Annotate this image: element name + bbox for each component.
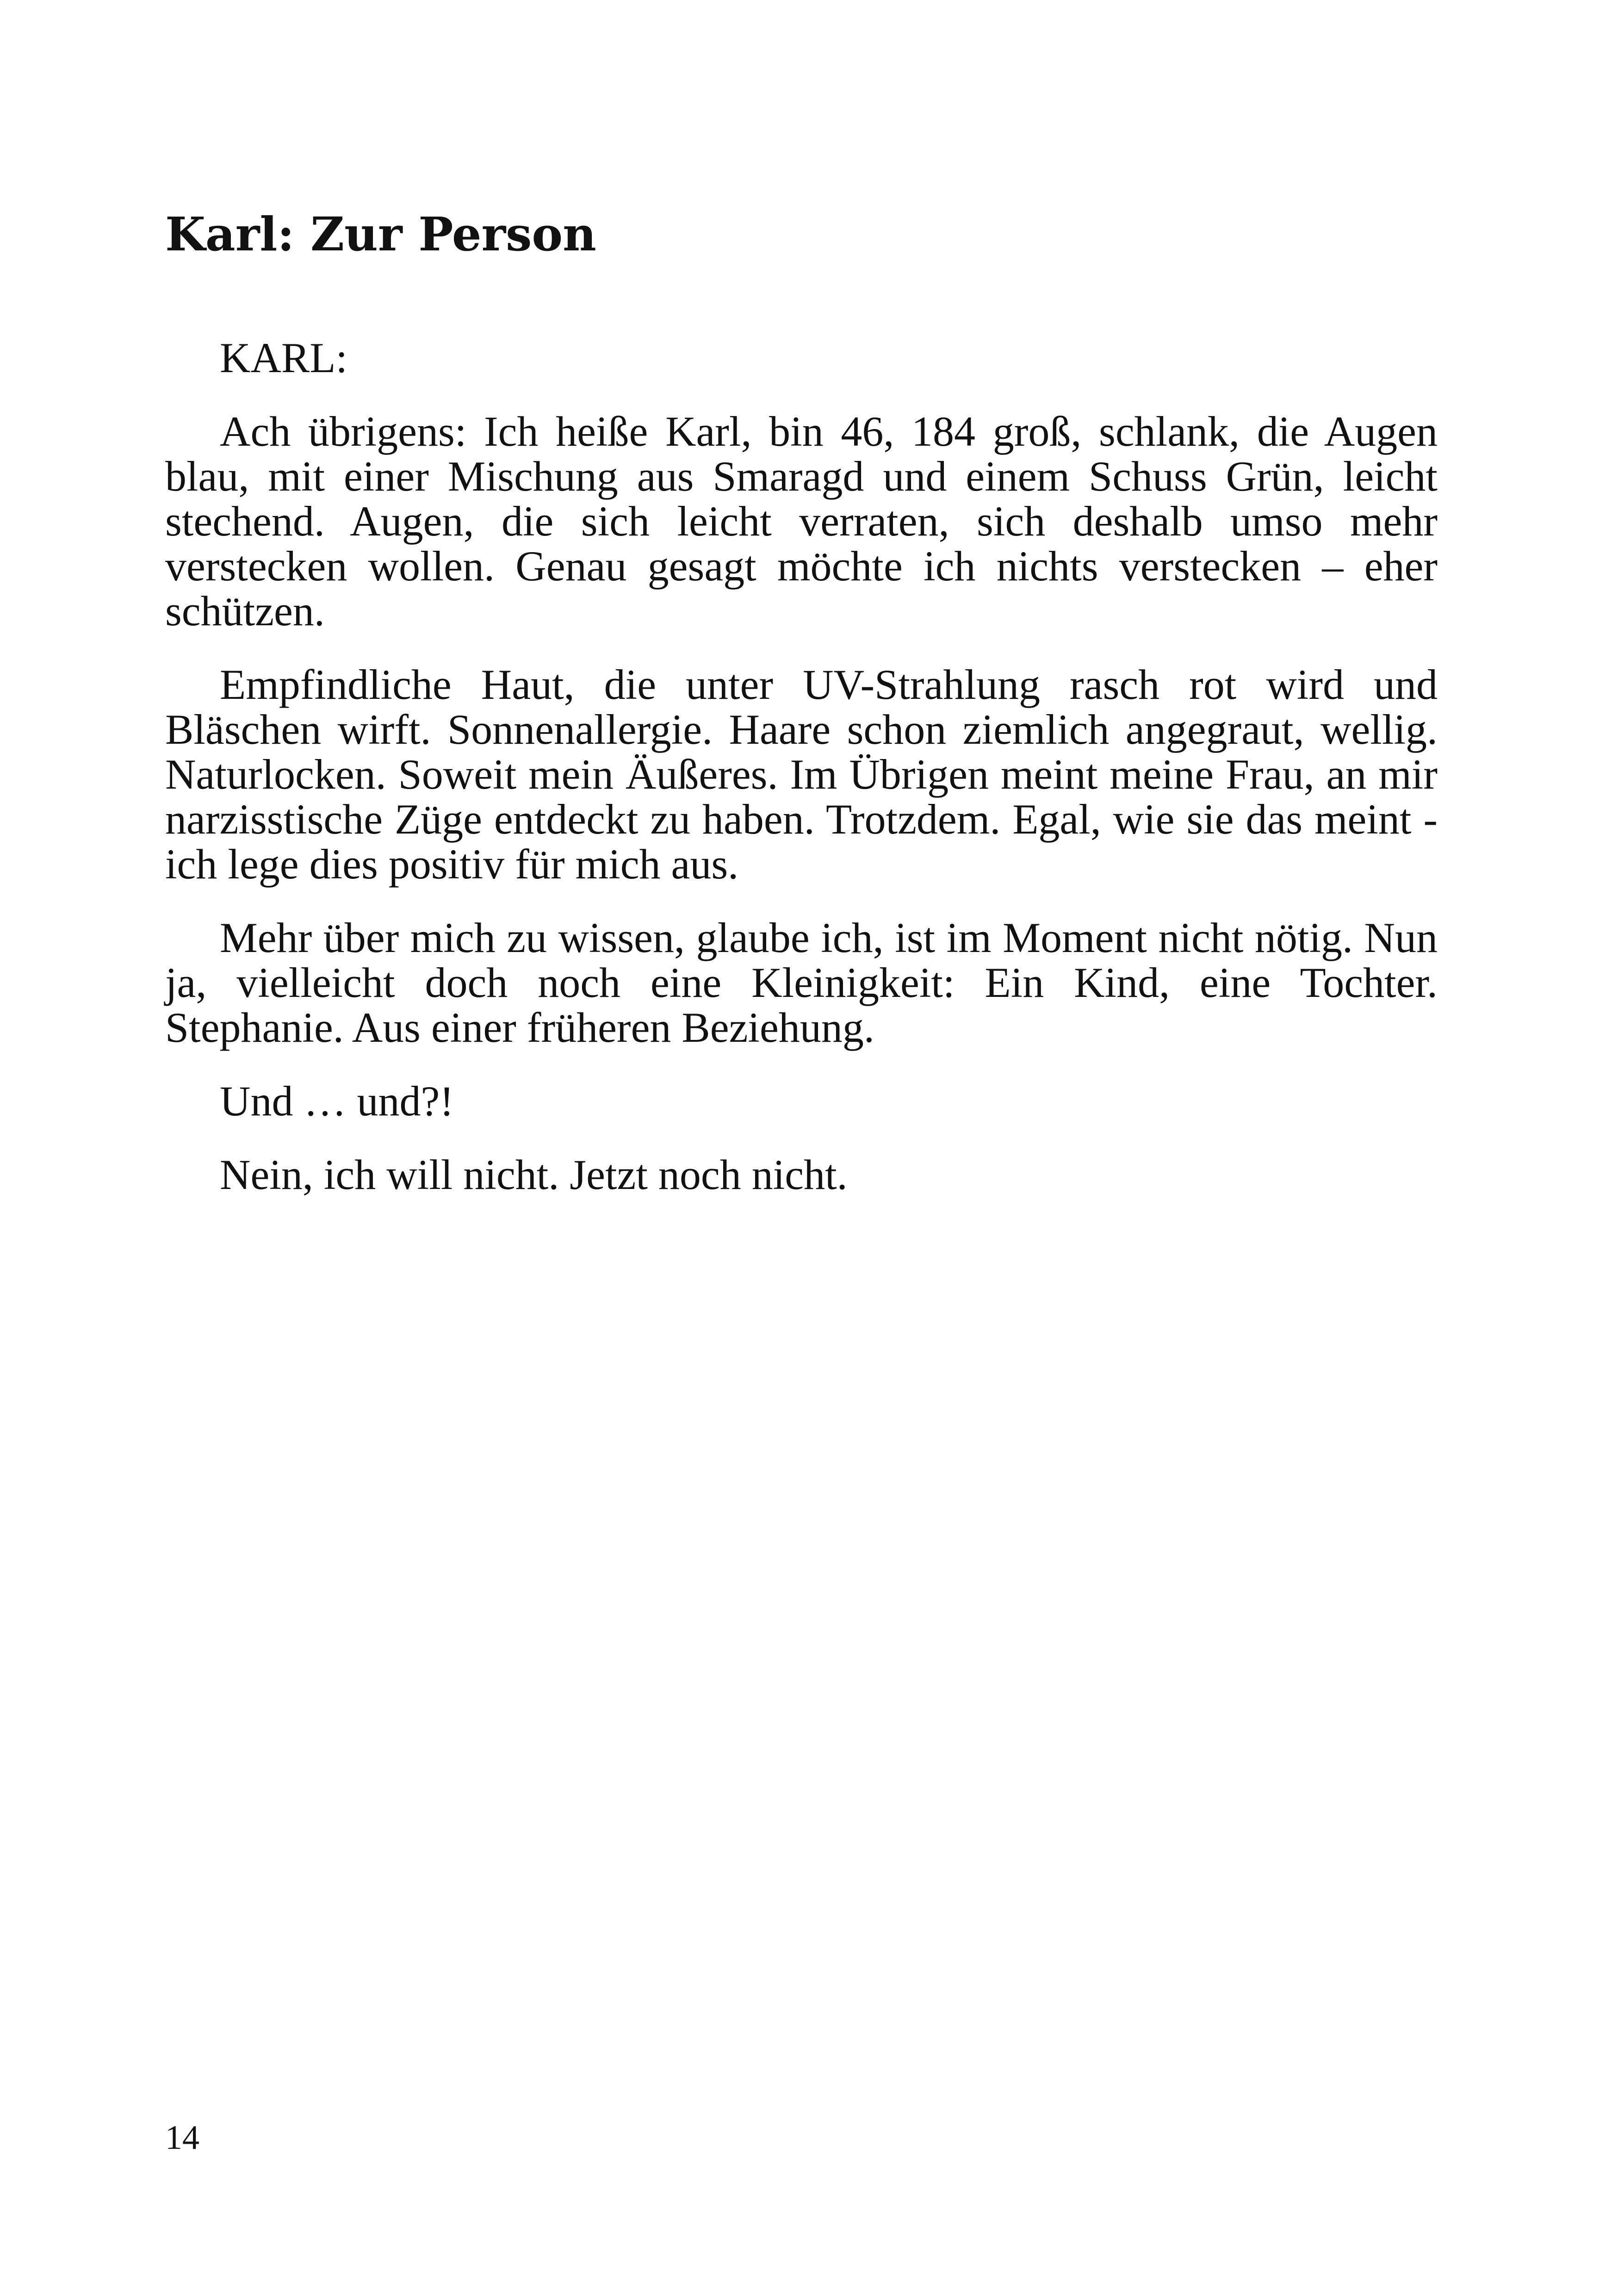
paragraph-family: Mehr über mich zu wissen, glaube ich, ist im Moment nicht nötig. Nun ja, vielleicht doch noch eine Kleinigkeit: Ein Kind, eine Tochter. Stephanie. Aus einer früheren Beziehung. (165, 914, 1438, 1051)
speaker-label: KARL: (220, 334, 347, 381)
paragraph-question: Und … und?! (220, 1077, 454, 1125)
chapter-body (165, 336, 1438, 1226)
paragraph-appearance: Ach übrigens: Ich heiße Karl, bin 46, 184 groß, schlank, die Augen blau, mit einer Mischung aus Smaragd und einem Schuss Grün, leicht stechend. Augen, die sich leicht verraten, sich deshalb umso mehr verstecken wollen. Genau gesagt möchte ich nichts verstecken – eher schützen. (165, 408, 1438, 635)
paragraph-skin-hair: Empfindliche Haut, die unter UV-Strahlung rasch rot wird und Bläschen wirft. Sonnenallergie. Haare schon ziemlich angegraut, wellig. Naturlocken. Soweit mein Äußeres. Im Übrigen meint meine Frau, an mir narzisstische Züge entdeckt zu haben. Trotzdem. Egal, wie sie das meint - ich lege dies positiv für mich aus. (165, 661, 1438, 888)
paragraph-refusal: Nein, ich will nicht. Jetzt noch nicht. (220, 1151, 848, 1198)
chapter-title: Karl: Zur Person (165, 207, 596, 261)
page-number: 14 (165, 2119, 199, 2157)
